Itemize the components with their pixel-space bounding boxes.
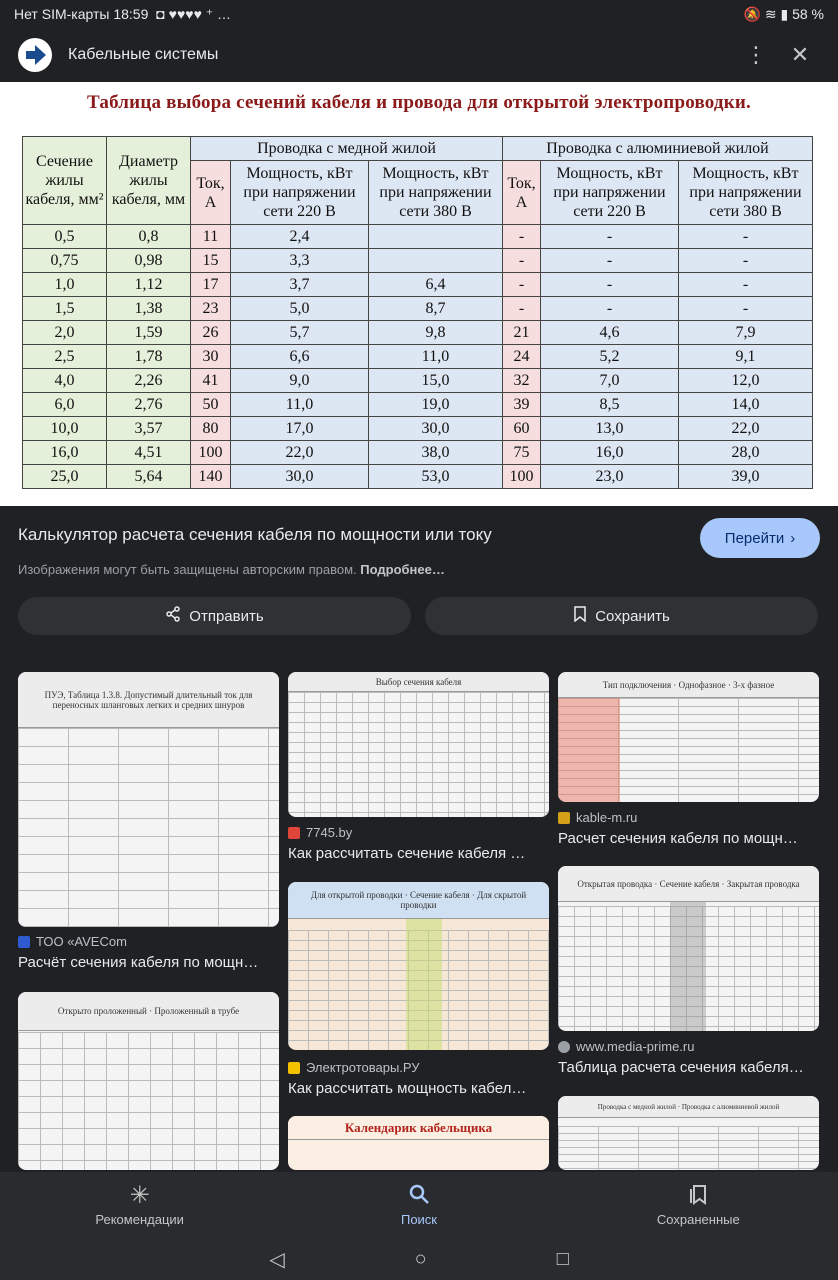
cell-section: 1,5 (23, 297, 107, 321)
cell-aluminum-power-380: 7,9 (679, 321, 813, 345)
cell-copper-power-380 (369, 225, 503, 249)
preview-image[interactable] (0, 82, 838, 506)
cell-aluminum-power-220: - (541, 297, 679, 321)
related-source-2[interactable] (288, 825, 352, 840)
source-label: 7745.by (306, 825, 353, 840)
thumb-header: Выбор сечения кабеля (288, 672, 549, 692)
table-row (23, 249, 813, 273)
cell-copper-current: 17 (191, 273, 231, 297)
cell-section: 0,5 (23, 225, 107, 249)
table-row (23, 465, 813, 489)
col-aluminum-current: Ток, А (503, 161, 541, 225)
source-label: www.media-prime.ru (576, 1039, 695, 1054)
cell-aluminum-current: 32 (503, 369, 541, 393)
table-row (23, 369, 813, 393)
recents-icon[interactable]: □ (556, 1247, 569, 1270)
related-caption-3[interactable]: Расчет сечения кабеля по мощн… (558, 830, 798, 847)
thumb-highlight-column (558, 698, 620, 802)
related-thumb-3[interactable] (558, 672, 819, 802)
cell-aluminum-power-220: 7,0 (541, 369, 679, 393)
cell-aluminum-power-220: - (541, 249, 679, 273)
bookmark-icon (573, 606, 587, 626)
share-button[interactable] (18, 597, 411, 635)
table-row (23, 393, 813, 417)
cell-diameter: 2,26 (107, 369, 191, 393)
related-thumb-2[interactable] (288, 672, 549, 817)
cell-diameter: 1,59 (107, 321, 191, 345)
source-label: Электротовары.РУ (306, 1060, 420, 1075)
thumb-header: Открыто проложенный · Проложенный в трубе (18, 992, 279, 1031)
status-carrier-time: Нет SIM-карты 18:59 (14, 5, 149, 22)
bottom-navigation (0, 1172, 838, 1238)
thumb-header: ПУЭ, Таблица 1.3.8. Допустимый длительный ток для переносных шланговых легких и средних шнуров (18, 672, 279, 728)
cell-copper-power-220: 30,0 (231, 465, 369, 489)
cell-aluminum-current: 21 (503, 321, 541, 345)
cell-section: 10,0 (23, 417, 107, 441)
copyright-notice (18, 562, 445, 577)
thumb-table-lines (18, 728, 279, 927)
home-icon[interactable]: ○ (414, 1247, 427, 1270)
table-row (23, 441, 813, 465)
cable-section-table (22, 136, 813, 489)
col-diameter: Диаметр жилы кабеля, мм (107, 137, 191, 225)
col-aluminum-power-220: Мощность, кВт при напряжении сети 220 В (541, 161, 679, 225)
cell-aluminum-power-380: 9,1 (679, 345, 813, 369)
thumb-table-lines (288, 692, 549, 817)
cell-copper-power-220: 11,0 (231, 393, 369, 417)
col-aluminum-power-380: Мощность, кВт при напряжении сети 380 В (679, 161, 813, 225)
status-notification-icons: ◘ ♥♥♥♥ ⁺ … (156, 5, 232, 22)
cell-aluminum-power-380: 28,0 (679, 441, 813, 465)
wifi-icon: ≋ (764, 5, 777, 22)
cell-diameter: 1,78 (107, 345, 191, 369)
cell-aluminum-current: 60 (503, 417, 541, 441)
thumb-header: Для открытой проводки · Сечение кабеля · Для скрытой проводки (288, 882, 549, 919)
app-header (0, 28, 838, 82)
cell-aluminum-power-220: 16,0 (541, 441, 679, 465)
cell-copper-current: 50 (191, 393, 231, 417)
nav-label: Рекомендации (95, 1211, 184, 1227)
cell-copper-power-220: 2,4 (231, 225, 369, 249)
back-icon[interactable]: ◁ (269, 1248, 285, 1271)
favicon-icon (288, 1062, 300, 1074)
cell-copper-power-220: 6,6 (231, 345, 369, 369)
cell-aluminum-power-380: 14,0 (679, 393, 813, 417)
cell-aluminum-power-380: - (679, 249, 813, 273)
cell-copper-power-380: 53,0 (369, 465, 503, 489)
cell-section: 2,5 (23, 345, 107, 369)
related-source-5[interactable] (558, 1039, 694, 1054)
related-thumb-5[interactable] (558, 866, 819, 1031)
cell-section: 6,0 (23, 393, 107, 417)
nav-label: Поиск (400, 1212, 437, 1227)
cell-diameter: 5,64 (107, 465, 191, 489)
visit-button-label: Перейти (724, 529, 785, 547)
cell-copper-current: 100 (191, 441, 231, 465)
table-row (23, 417, 813, 441)
cell-aluminum-power-220: 4,6 (541, 321, 679, 345)
related-caption-2[interactable]: Как рассчитать сечение кабеля … (288, 845, 526, 862)
share-label: Отправить (189, 607, 264, 625)
related-thumb-7[interactable] (288, 1116, 549, 1170)
cell-diameter: 3,57 (107, 417, 191, 441)
cell-copper-power-220: 9,0 (231, 369, 369, 393)
cell-copper-power-380: 19,0 (369, 393, 503, 417)
cell-copper-current: 23 (191, 297, 231, 321)
source-label: ТОО «AVECom (36, 934, 127, 949)
status-right (744, 6, 824, 23)
cell-aluminum-power-220: - (541, 225, 679, 249)
cell-copper-current: 26 (191, 321, 231, 345)
cell-aluminum-current: - (503, 273, 541, 297)
cell-copper-power-380: 15,0 (369, 369, 503, 393)
cell-copper-power-220: 5,0 (231, 297, 369, 321)
cell-copper-power-380: 11,0 (369, 345, 503, 369)
status-left (14, 6, 744, 23)
cell-aluminum-power-380: 39,0 (679, 465, 813, 489)
save-label: Сохранить (595, 607, 670, 625)
group-aluminum: Проводка с алюминиевой жилой (503, 137, 813, 161)
nav-label: Сохраненные (656, 1212, 740, 1227)
thumb-table-lines (558, 1126, 819, 1170)
cell-copper-power-220: 22,0 (231, 441, 369, 465)
source-label: kable-m.ru (576, 810, 638, 825)
cell-copper-current: 41 (191, 369, 231, 393)
favicon-icon (18, 936, 30, 948)
favicon-icon (558, 812, 570, 824)
share-icon (165, 606, 181, 626)
thumb-header: Тип подключения · Однофазное · 3-х фазное (558, 672, 819, 698)
cell-section: 4,0 (23, 369, 107, 393)
battery-level: 58 % (792, 5, 824, 22)
cell-copper-power-220: 5,7 (231, 321, 369, 345)
cell-diameter: 1,38 (107, 297, 191, 321)
site-logo-icon (18, 38, 52, 72)
cell-aluminum-power-220: 23,0 (541, 465, 679, 489)
cell-diameter: 2,76 (107, 393, 191, 417)
cell-aluminum-current: 39 (503, 393, 541, 417)
cell-copper-power-220: 17,0 (231, 417, 369, 441)
cell-copper-current: 140 (191, 465, 231, 489)
save-button[interactable] (425, 597, 818, 635)
cell-aluminum-current: - (503, 297, 541, 321)
cell-copper-power-380: 8,7 (369, 297, 503, 321)
result-title[interactable]: Калькулятор расчета сечения кабеля по мощности или току (18, 525, 492, 544)
nav-recommendations[interactable] (0, 1172, 279, 1238)
bookmarks-icon (688, 1183, 708, 1208)
related-source-4[interactable] (288, 1060, 420, 1075)
related-caption-5[interactable]: Таблица расчета сечения кабеля… (558, 1059, 804, 1076)
cell-aluminum-power-380: - (679, 225, 813, 249)
cell-copper-current: 11 (191, 225, 231, 249)
learn-more-link[interactable]: Подробнее… (360, 562, 445, 577)
col-copper-current: Ток, А (191, 161, 231, 225)
col-section: Сечение жилы кабеля, мм² (23, 137, 107, 225)
related-thumb-1[interactable] (18, 672, 279, 927)
globe-icon (558, 1041, 570, 1053)
thumb-header: Календарик кабельщика (288, 1116, 549, 1140)
cell-aluminum-current: 24 (503, 345, 541, 369)
thumb-table-lines (18, 1032, 279, 1170)
battery-icon: ▮ (780, 5, 789, 22)
table-row (23, 297, 813, 321)
cell-aluminum-power-380: - (679, 297, 813, 321)
related-source-1[interactable] (18, 934, 127, 949)
more-options-icon[interactable]: ⋮ (745, 42, 767, 67)
table-row (23, 225, 813, 249)
mute-icon: 🔕 (743, 5, 761, 22)
cell-aluminum-power-380: 12,0 (679, 369, 813, 393)
related-caption-4[interactable]: Как рассчитать мощность кабел… (288, 1080, 527, 1097)
cell-section: 25,0 (23, 465, 107, 489)
chevron-right-icon: › (790, 529, 796, 547)
asterisk-icon: ✳ (129, 1181, 150, 1209)
col-copper-power-220: Мощность, кВт при напряжении сети 220 В (231, 161, 369, 225)
cell-aluminum-current: - (503, 249, 541, 273)
cell-copper-power-380 (369, 249, 503, 273)
related-thumb-4[interactable] (288, 882, 549, 1050)
cell-copper-power-380: 9,8 (369, 321, 503, 345)
cell-diameter: 0,98 (107, 249, 191, 273)
cell-aluminum-power-380: 22,0 (679, 417, 813, 441)
table-heading: Таблица выбора сечений кабеля и провода для открытой электропроводки. (86, 92, 751, 113)
cell-aluminum-power-220: 8,5 (541, 393, 679, 417)
cell-aluminum-power-380: - (679, 273, 813, 297)
close-icon[interactable]: ✕ (790, 42, 810, 67)
table-row (23, 321, 813, 345)
cell-copper-power-380: 6,4 (369, 273, 503, 297)
cell-aluminum-power-220: 13,0 (541, 417, 679, 441)
cell-aluminum-current: - (503, 225, 541, 249)
nav-search[interactable] (279, 1172, 558, 1238)
site-title: Кабельные системы (68, 46, 219, 63)
status-bar (0, 0, 838, 28)
related-thumb-6[interactable] (18, 992, 279, 1170)
favicon-icon (288, 827, 300, 839)
cell-section: 16,0 (23, 441, 107, 465)
cell-copper-current: 15 (191, 249, 231, 273)
cell-section: 2,0 (23, 321, 107, 345)
cell-aluminum-current: 100 (503, 465, 541, 489)
related-source-3[interactable] (558, 810, 637, 825)
visit-button[interactable] (700, 518, 820, 558)
cell-diameter: 1,12 (107, 273, 191, 297)
table-row (23, 273, 813, 297)
copyright-text: Изображения могут быть защищены авторским правом. (18, 562, 357, 577)
related-caption-1[interactable]: Расчёт сечения кабеля по мощн… (18, 954, 259, 971)
table-body (23, 225, 813, 489)
table-row (23, 345, 813, 369)
related-thumb-8[interactable] (558, 1096, 819, 1170)
cell-copper-current: 80 (191, 417, 231, 441)
cell-aluminum-power-220: - (541, 273, 679, 297)
cell-aluminum-power-220: 5,2 (541, 345, 679, 369)
cell-diameter: 4,51 (107, 441, 191, 465)
cell-copper-power-380: 30,0 (369, 417, 503, 441)
cell-copper-power-220: 3,7 (231, 273, 369, 297)
cell-copper-current: 30 (191, 345, 231, 369)
cell-section: 1,0 (23, 273, 107, 297)
thumb-header: Проводка с медной жилой · Проводка с алюминиевой жилой (558, 1096, 819, 1118)
system-navigation (0, 1238, 838, 1280)
col-copper-power-380: Мощность, кВт при напряжении сети 380 В (369, 161, 503, 225)
group-copper: Проводка с медной жилой (191, 137, 503, 161)
nav-saved[interactable] (559, 1172, 838, 1238)
cell-section: 0,75 (23, 249, 107, 273)
thumb-header: Открытая проводка · Сечение кабеля · Закрытая проводка (558, 866, 819, 902)
search-icon (408, 1183, 430, 1208)
cell-copper-power-380: 38,0 (369, 441, 503, 465)
cell-copper-power-220: 3,3 (231, 249, 369, 273)
cell-aluminum-current: 75 (503, 441, 541, 465)
cell-diameter: 0,8 (107, 225, 191, 249)
